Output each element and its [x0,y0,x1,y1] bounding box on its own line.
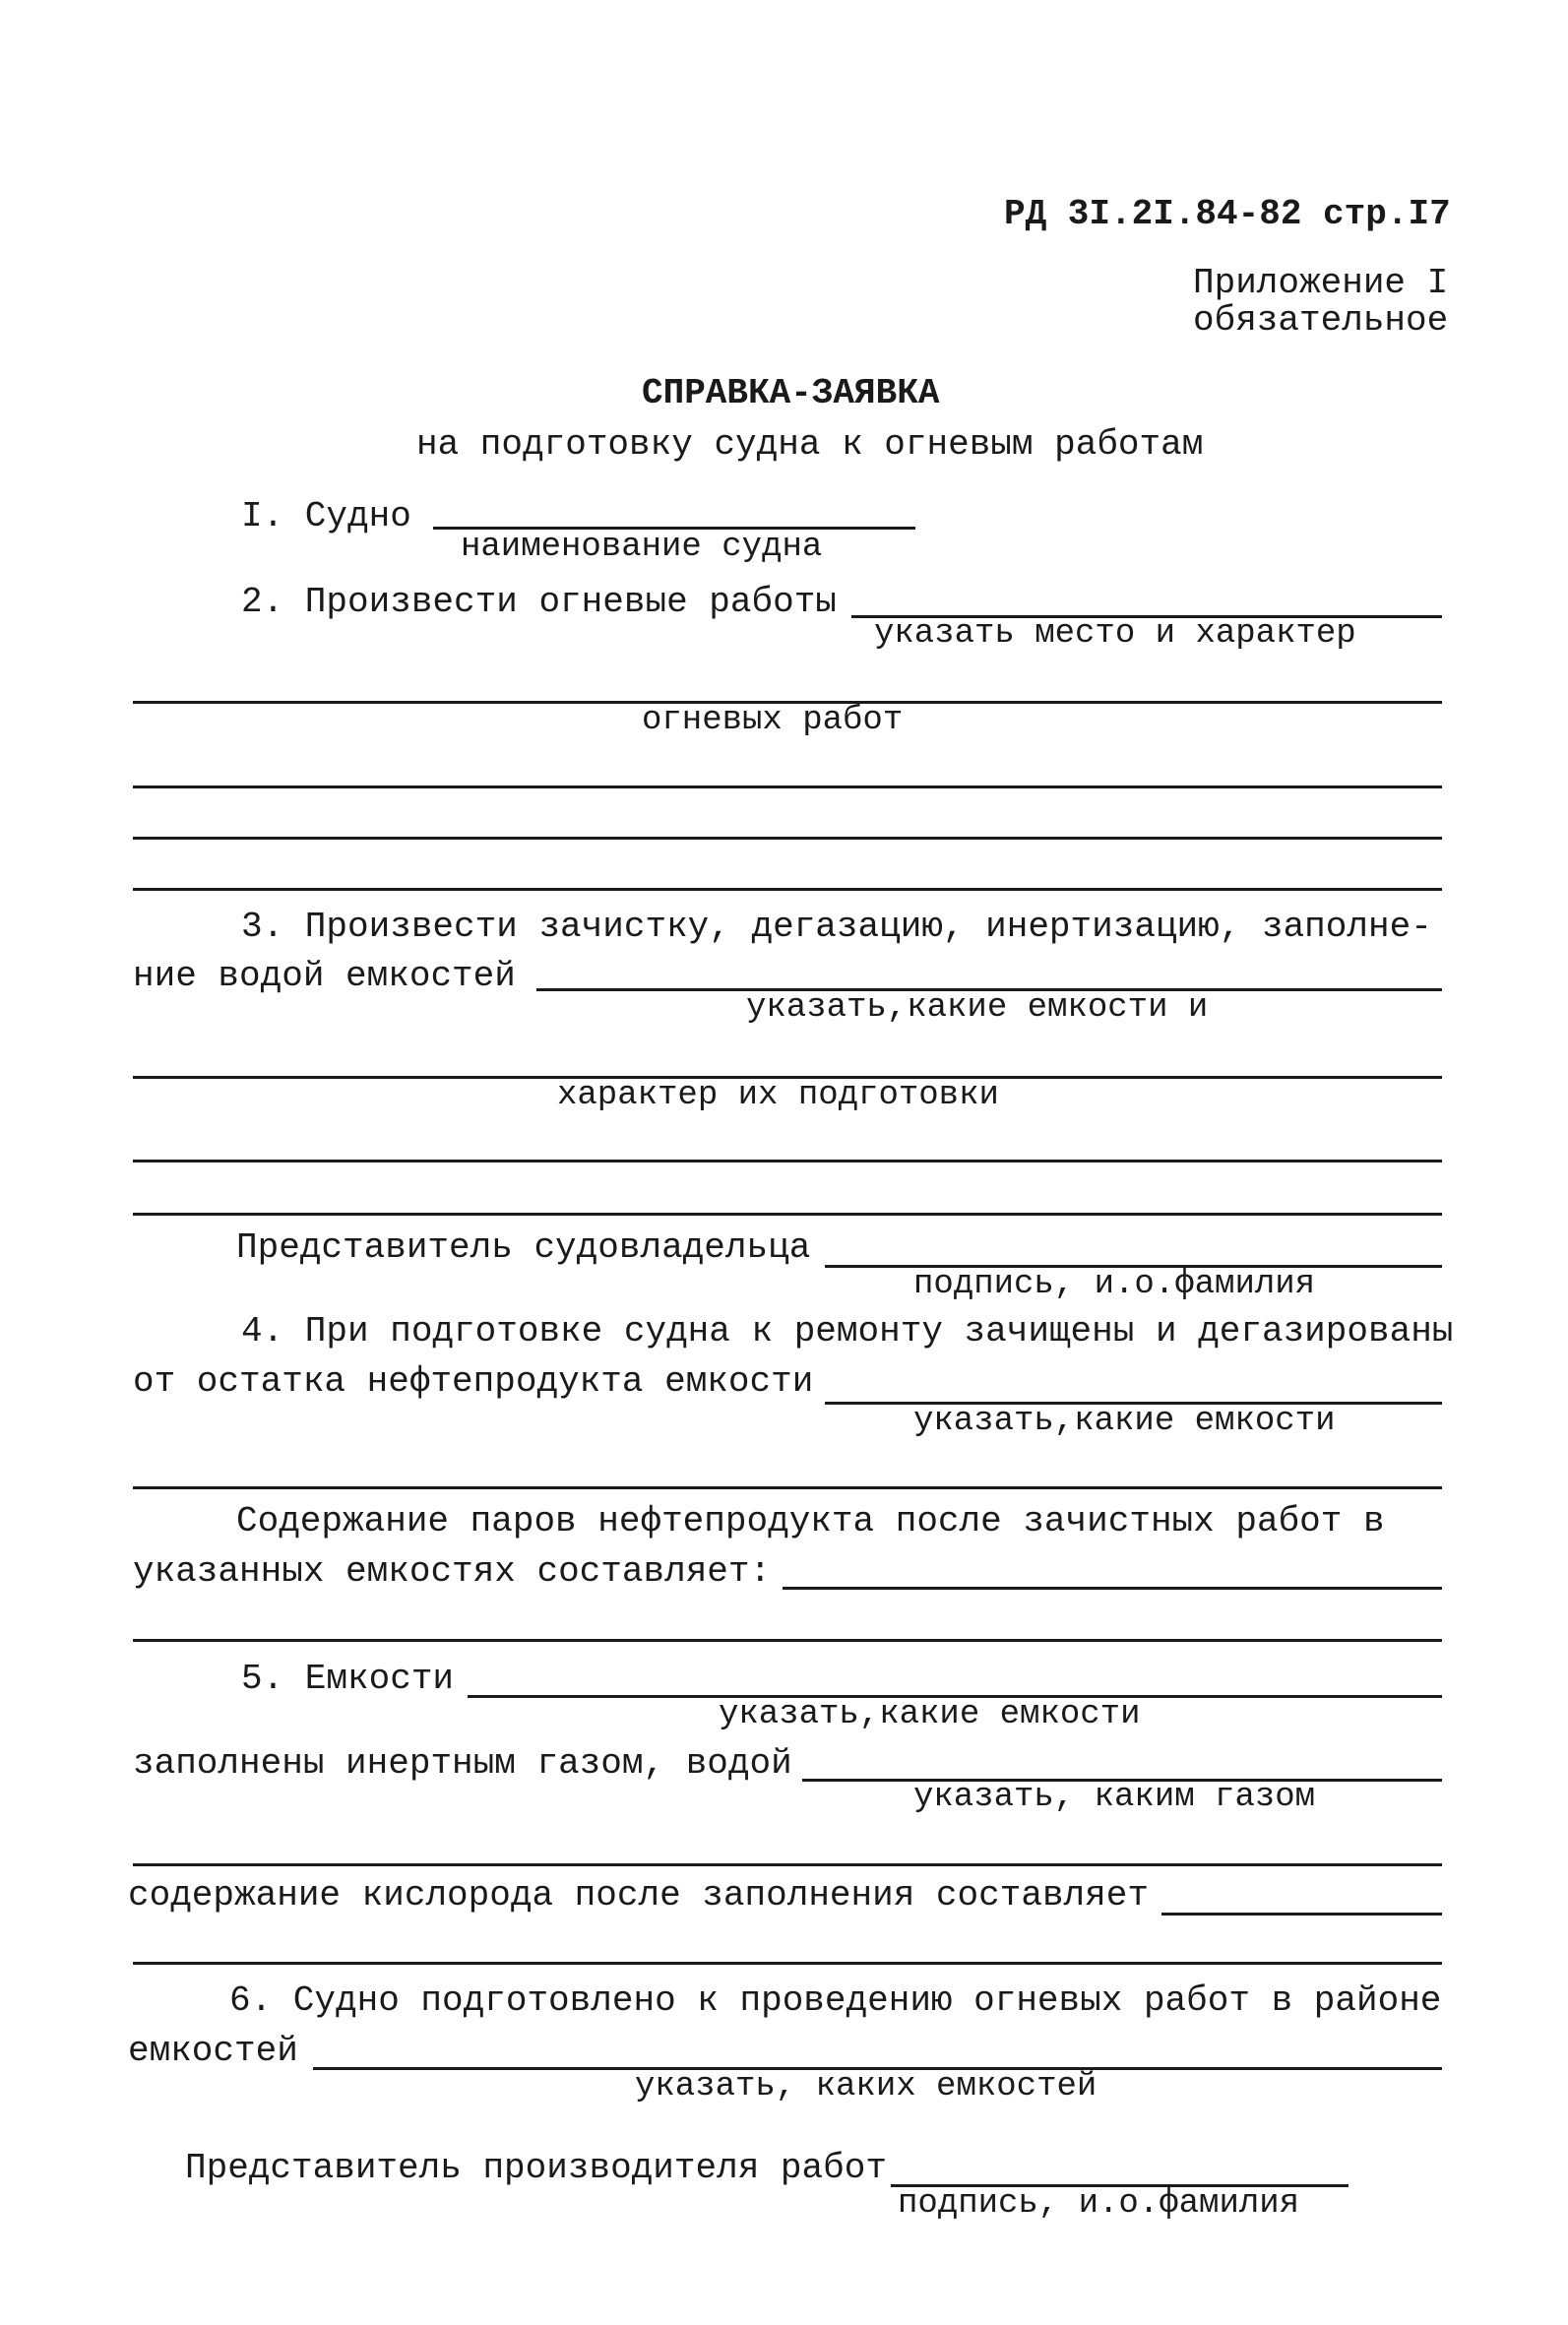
gas-type-caption: указать, каким газом [913,1779,1316,1816]
oxygen-content-label: содержание кислорода после заполнения составляет [128,1875,1149,1916]
section-3-line-1: 3. Произвести зачистку, дегазацию, инертизацию, заполне- [241,907,1432,947]
blank-line-2 [133,837,1442,840]
section-2-label: 2. Произвести огневые работы [241,582,837,622]
blank-line-7 [133,1639,1442,1642]
section-3-line-2: ние водой емкостей [133,956,516,996]
form-title: СПРАВКА-ЗАЯВКА [642,373,940,413]
blank-line-5 [133,1213,1442,1216]
cleaned-tanks-caption: указать,какие емкости [913,1403,1336,1440]
appendix-label: Приложение I [1193,263,1449,303]
vessel-name-caption: наименование судна [461,529,823,566]
owner-representative-label: Представитель судовладельца [236,1227,811,1268]
hot-works-caption-2: огневых работ [642,702,904,739]
works-signature-caption: подпись, и.о.фамилия [898,2185,1300,2223]
section-4-line-2: от остатка нефтепродукта емкости [133,1361,814,1402]
works-representative-label: Представитель производителя работ [185,2148,887,2188]
blank-line-3 [133,888,1442,891]
blank-line-1 [133,785,1442,788]
section-4-line-1: 4. При подготовке судна к ремонту зачищены и дегазированы [241,1311,1454,1351]
mandatory-label: обязательное [1193,300,1449,341]
tanks-caption-2: характер их подготовки [557,1077,999,1114]
blank-line-8 [133,1863,1442,1866]
blank-line-4 [133,1160,1442,1162]
oxygen-content-line [1161,1913,1442,1916]
form-subtitle: на подготовку судна к огневым работам [416,424,1204,465]
owner-signature-caption: подпись, и.о.фамилия [913,1266,1316,1303]
work-area-tanks-caption: указать, каких емкостей [635,2068,1098,2105]
hot-works-caption-1: указать место и характер [874,615,1356,653]
vapor-content-line [783,1587,1442,1590]
blank-line-6 [133,1486,1442,1489]
vapor-content-line-2: указанных емкостях составляет: [133,1551,772,1592]
section-1-label: I. Судно [241,496,411,536]
blank-line-9 [133,1962,1442,1965]
section-6-line-2: емкостей [128,2031,298,2071]
document-reference: РД 3I.2I.84-82 стр.I7 [1004,194,1451,234]
filled-tanks-caption: указать,какие емкости [719,1696,1141,1733]
section-6-line-1: 6. Судно подготовлено к проведению огневых работ в районе [229,1980,1442,2021]
filled-with-label: заполнены инертным газом, водой [133,1743,792,1784]
tanks-caption-1: указать,какие емкости и [746,989,1209,1027]
vapor-content-line-1: Содержание паров нефтепродукта после зачистных работ в [236,1501,1385,1541]
section-5-label: 5. Емкости [241,1659,455,1699]
